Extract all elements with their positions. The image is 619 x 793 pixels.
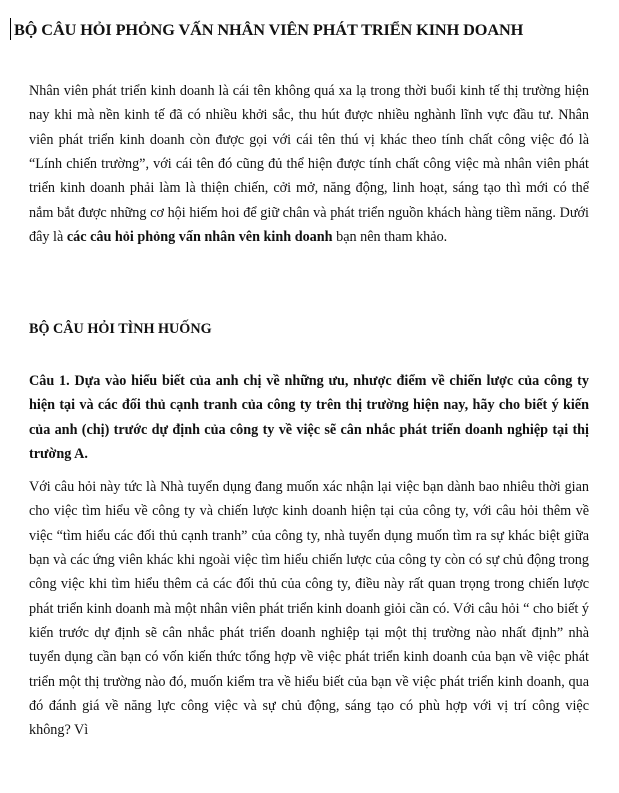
section-heading: BỘ CÂU HỎI TÌNH HUỐNG — [29, 321, 212, 337]
question-1: Câu 1. Dựa vào hiểu biết của anh chị về những ưu, nhược điểm về chiến lược của công ty hiện tại và các đối thủ cạnh tranh của công ty trên thị trường hiện nay, hãy cho biết ý kiến của anh (chị) trước dự định của công ty về việc sẽ cân nhắc phát triển doanh nghiệp tại thị trường A. — [29, 373, 589, 463]
answer-1: Với câu hỏi này tức là Nhà tuyển dụng đang muốn xác nhận lại việc bạn dành bao nhiêu thời gian cho việc tìm hiểu về công ty và chiến lược kinh doanh hiện tại của công ty, với câu hỏi thêm về việc “tìm hiểu các đối thủ cạnh tranh” của công ty, nhà tuyển dụng muốn tìm ra sự khác biệt giữa bạn và các ứng viên khác khi ngoài việc tìm hiểu chiến lược của công ty còn có sự chủ động trong công việc khi tìm hiểu thêm cả các đối thủ của công ty, điều này rất quan trọng trong chiến lược phát triển kinh doanh mà một nhân viên phát triển kinh doanh giỏi cần có. Với câu hỏi “ cho biết ý kiến trước dự định sẽ cân nhắc phát triển doanh nghiệp tại một thị trường nào nhất định” nhà tuyển dụng cần bạn có vốn kiến thức tổng hợp về việc phát triển kinh doanh của bạn về việc phát triển một thị trường nào đó, muốn kiểm tra về hiểu biết của bạn về việc phát triển kinh doanh, qua đó đánh giá về năng lực công việc và sự chủ động, sáng tạo có phù hợp với vị trí công việc không? Vì — [29, 479, 589, 739]
text-cursor — [10, 18, 11, 40]
document-title: BỘ CÂU HỎI PHỎNG VẤN NHÂN VIÊN PHÁT TRIỂN KINH DOANH — [14, 20, 524, 39]
intro-end-text: bạn nên tham khảo. — [332, 229, 448, 246]
intro-bold-text: các câu hỏi phỏng vấn nhân vên kinh doanh — [66, 229, 333, 246]
intro-text: Nhân viên phát triển kinh doanh là cái tên không quá xa lạ trong thời buổi kinh tế thị trường hiện nay khi mà nền kinh tế đã có nhiều khởi sắc, thu hút được nhiều nghành lĩnh vực đầu tư. Nhân viên phát triển kinh doanh còn được gọi với cái tên thú vị khác theo tính chất công việc đó là “Lính chiến trường”, với cái tên đó cũng đủ thể hiện được tính chất công việc mà nhân viên phát triển kinh doanh phải làm là thiện chiến, cởi mở, năng động, linh hoạt, sáng tạo thì mới có thể nắm bắt được những cơ hội hiếm hoi để giữ chân và phát triển nguồn khách hàng tiềm năng. Dưới đây là — [29, 83, 589, 246]
intro-paragraph — [29, 79, 589, 249]
